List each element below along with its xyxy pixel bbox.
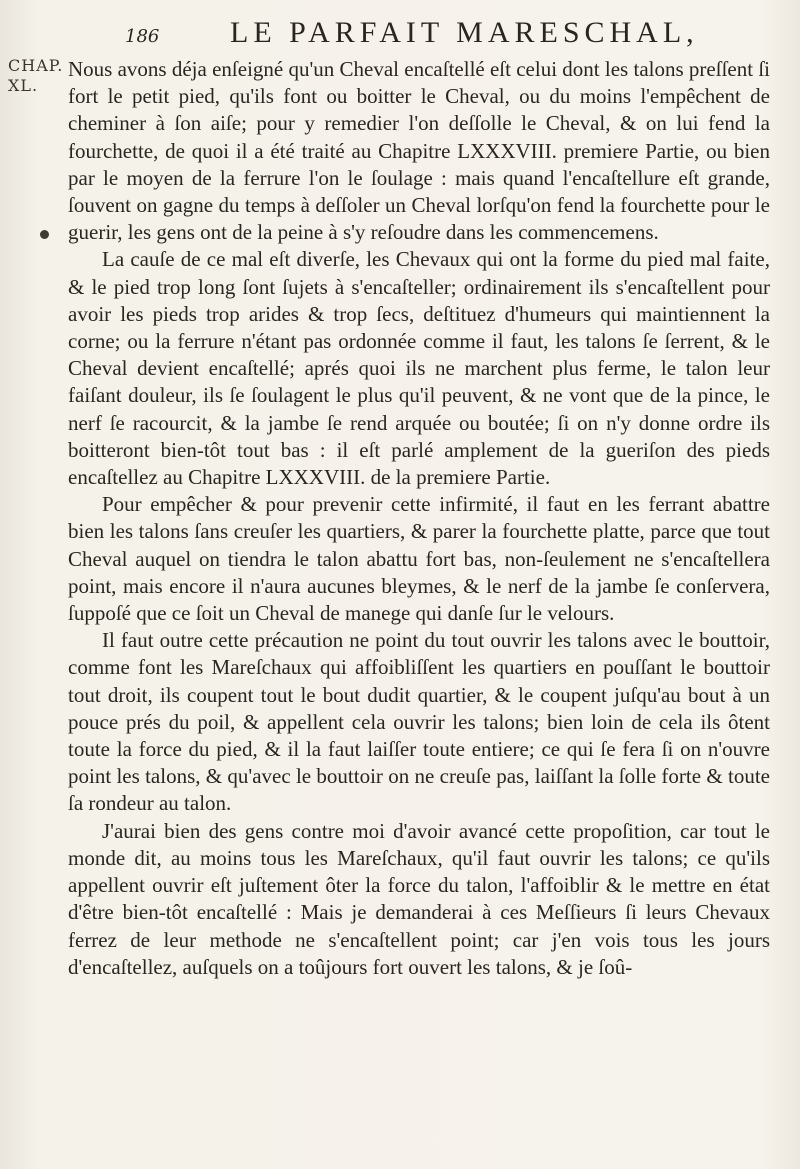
running-title: LE PARFAIT MARESCHAL,	[230, 16, 699, 49]
paragraph: La cauſe de ce mal eſt diverſe, les Chevaux qui ont la forme du pied mal faite, & le pied trop long ſont ſujets à s'encaſteller; ordinairement ils s'encaſtellent pour avoir les pieds trop arides & trop ſecs, deſtituez d'humeurs qui maintiennent la corne; ou la ferrure n'étant pas ordonnée comme il faut, les talons ſe ſerrent, & le Cheval devient encaſtellé; aprés quoi ils ne marchent plus ferme, le talon leur faiſant douleur, ils ſe ſoulagent le plus qu'il peuvent, & ne vont que de la pince, le nerf ſe racourcit, & la jambe ſe rend arquée ou boutée; ſi on n'y donne ordre ils boitteront bien-tôt tout bas : il eſt parlé amplement de la gueriſon des pieds encaſtellez au Chapitre LXXXVIII. de la premiere Partie.	[68, 247, 770, 490]
page-number: 186	[125, 26, 160, 47]
paragraph: Nous avons déja enſeigné qu'un Cheval encaſtellé eſt celui dont les talons preſſent ſi fort le petit pied, qu'ils font ou boitter le Cheval, ou du moins l'empêchent de cheminer à ſon aiſe; pour y remedier l'on deſſolle le Cheval, & on lui fend la fourchette, de quoi il a été traité au Chapitre LXXXVIII. premiere Partie, ou bien par le moyen de la ferrure l'on le ſoulage : mais quand l'encaſtellure eſt grande, ſouvent on gagne du temps à deſſoler un Cheval lorſqu'on fend la fourchette pour le guerir, les gens ont de la peine à s'y reſoudre dans les commencemens.	[68, 57, 770, 245]
chapter-margin-note	[8, 56, 64, 96]
margin-chapter-number: XL.	[8, 76, 39, 95]
body-text	[68, 56, 770, 981]
paragraph: Il faut outre cette précaution ne point du tout ouvrir les talons avec le bouttoir, comme font les Mareſchaux qui affoibliſſent les quartiers en pouſſant le bouttoir tout droit, ils coupent tout le bout dudit quartier, & le coupent juſqu'au bout à un pouce prés du poil, & appellent cela ouvrir les talons; bien loin de cela ils ôtent toute la force du pied, & il la faut laiſſer toute entiere; ce qui ſe fera ſi on n'ouvre point les talons, & qu'avec le bouttoir on ne creuſe pas, laiſſant la ſolle forte & toute ſa rondeur au talon.	[68, 628, 770, 816]
paragraph: J'aurai bien des gens contre moi d'avoir avancé cette propoſition, car tout le monde dit, au moins tous les Mareſchaux, qu'il faut ouvrir les talons; ce qu'ils appellent ouvrir eſt juſtement ôter la force du talon, l'affoiblir & le mettre en état d'être bien-tôt encaſtellé : Mais je demanderai à ces Meſſieurs ſi leurs Chevaux ferrez de leur methode ne s'encaſtellent point; car j'en vois tous les jours d'encaſtellez, auſquels on a toûjours fort ouvert les talons, & je ſoû-	[68, 818, 770, 979]
paragraph: Pour empêcher & pour prevenir cette infirmité, il faut en les ferrant abattre bien les talons ſans creuſer les quartiers, & parer la fourchette platte, parce que tout Cheval auquel on tiendra le talon abattu fort bas, non-ſeulement ne s'encaſtellera point, mais encore il n'aura aucunes bleymes, & le nerf de la jambe ſe conſervera, ſuppoſé que ce ſoit un Cheval de manege qui danſe ſur le velours.	[68, 492, 770, 626]
page-header	[125, 12, 735, 52]
margin-chapter-label: CHAP.	[8, 56, 64, 75]
margin-ink-dot	[40, 230, 49, 239]
